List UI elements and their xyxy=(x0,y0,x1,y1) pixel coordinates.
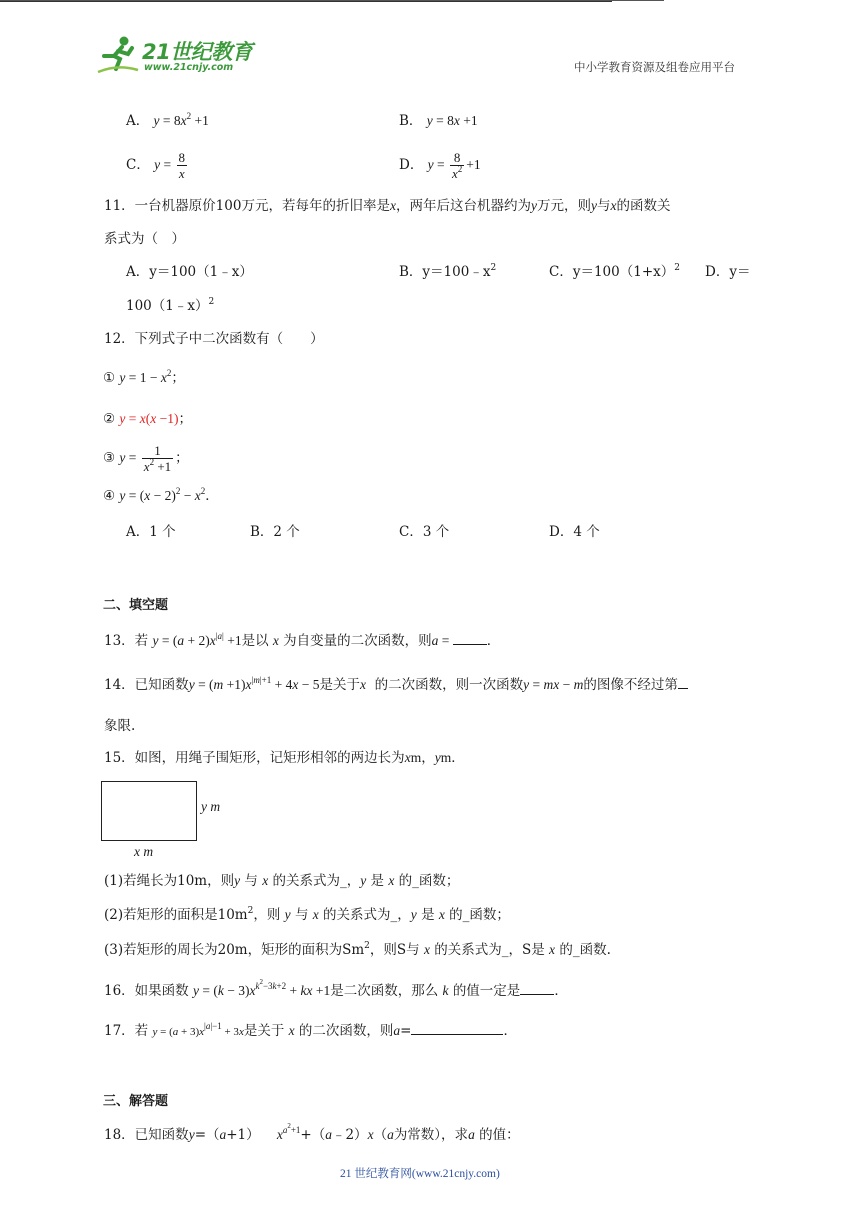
q11-option-c: C．$y=100(1+x)^2$ xyxy=(549,262,680,280)
q12-item-4: ④ $y = (x - 2)^2 - x^2$． xyxy=(103,485,219,504)
footer-text: 21 世纪教育网(www.21cnjy.com) xyxy=(340,1168,500,1180)
q12-option-b: B．2 个 xyxy=(250,524,300,540)
q11-option-b: B．$y=100﹣x^2$ xyxy=(399,262,497,280)
q16-answer-blank[interactable] xyxy=(520,980,554,995)
q13-answer-blank[interactable] xyxy=(453,630,487,645)
q16: 16．如果函数 $y = (k - 3)x^{k^2-3k+2}$ + kx +1是二次函数，那么 k 的值一定是 ． xyxy=(104,977,568,999)
runner-logo-icon xyxy=(96,34,140,76)
logo xyxy=(96,34,266,76)
q10-option-b: B． y = 8x +1 xyxy=(399,113,478,129)
q17: 17．若 $y = (a + 3)x^{|a|-1} + 3x$是关于 x 的二次函数，则a= ． xyxy=(104,1021,517,1039)
q12-item-2: ② y = x(x −1)； xyxy=(103,411,193,427)
q12-item-3: ③ y = $\frac{1}{x^2 +1}$ ； xyxy=(103,443,189,474)
q11-option-d: D．y＝ xyxy=(705,264,751,280)
q18: 18．已知函数y=（a+1） $x^{a^2+1}+(a﹣2)x(a$为常数），求a 的值： xyxy=(104,1121,520,1143)
q10-option-d: D． y = $\frac{8}{x^2}$ +1 xyxy=(399,150,481,181)
q15-sub-2: (2)若矩形的面积是$10m^2$，则 y 与 x 的关系式为_，y 是 x 的_函数； xyxy=(104,905,510,923)
rectangle-figure xyxy=(101,781,197,841)
q10-option-a: A． $y = 8x^2 +1$ xyxy=(126,110,209,129)
q17-answer-blank[interactable] xyxy=(411,1020,503,1035)
q15-stem: 15．如图，用绳子围矩形，记矩形相邻的两边长为xm，ym． xyxy=(104,750,465,766)
logo-url: www.21cnjy.com xyxy=(144,62,234,73)
q12-stem: 12．下列式子中二次函数有（ ） xyxy=(104,331,324,347)
q15-sub-3: (3)若矩形的周长为20m，矩形的面积为Sm$^2$，则S与 x 的关系式为_，S是 x 的_函数. xyxy=(104,940,611,958)
q12-option-d: D．4 个 xyxy=(549,524,600,540)
q11-stem-line2: 系式为（ ） xyxy=(104,231,185,247)
figure-label-y: y m xyxy=(201,799,221,814)
q12-option-c: C．3 个 xyxy=(399,524,450,540)
q15-sub-1: (1)若绳长为10m，则y 与 x 的关系式为_，y 是 x 的_函数； xyxy=(104,873,460,889)
q14-line2: 象限. xyxy=(104,718,136,734)
footer-rule xyxy=(0,1,612,2)
q10-option-c: C． y = $\frac{8}{x}$ xyxy=(126,150,186,181)
q13: 13．若 $y = (a + 2)x^{|a|} +1$是以 x 为自变量的二次函数，则a = ． xyxy=(104,630,501,649)
figure-label-x: x m xyxy=(134,844,154,859)
q14: 14．已知函数$y = (m +1)x^{|m|+1} + 4x - 5$是关于x 的二次函数，则一次函数y = mx − m的图像不经过第 xyxy=(104,674,688,695)
q14-answer-blank[interactable] xyxy=(678,674,688,689)
section-2-title: 二、填空题 xyxy=(103,598,169,613)
header-right-text: 中小学教育资源及组卷应用平台 xyxy=(574,60,735,74)
section-3-title: 三、解答题 xyxy=(103,1094,169,1109)
q11-stem: 11．一台机器原价100万元，若每年的折旧率是x，两年后这台机器约为y万元，则y与x的函数关 xyxy=(104,198,671,214)
q12-item-1: ① $y = 1 - x^2$； xyxy=(103,367,185,386)
q12-option-a: A．1 个 xyxy=(126,524,176,540)
logo-text: 21世纪教育 xyxy=(142,40,253,64)
q11-option-a: A．y＝100（1﹣x） xyxy=(126,264,253,280)
q11-option-d-cont: 100（1﹣x）$^2$ xyxy=(126,296,215,314)
